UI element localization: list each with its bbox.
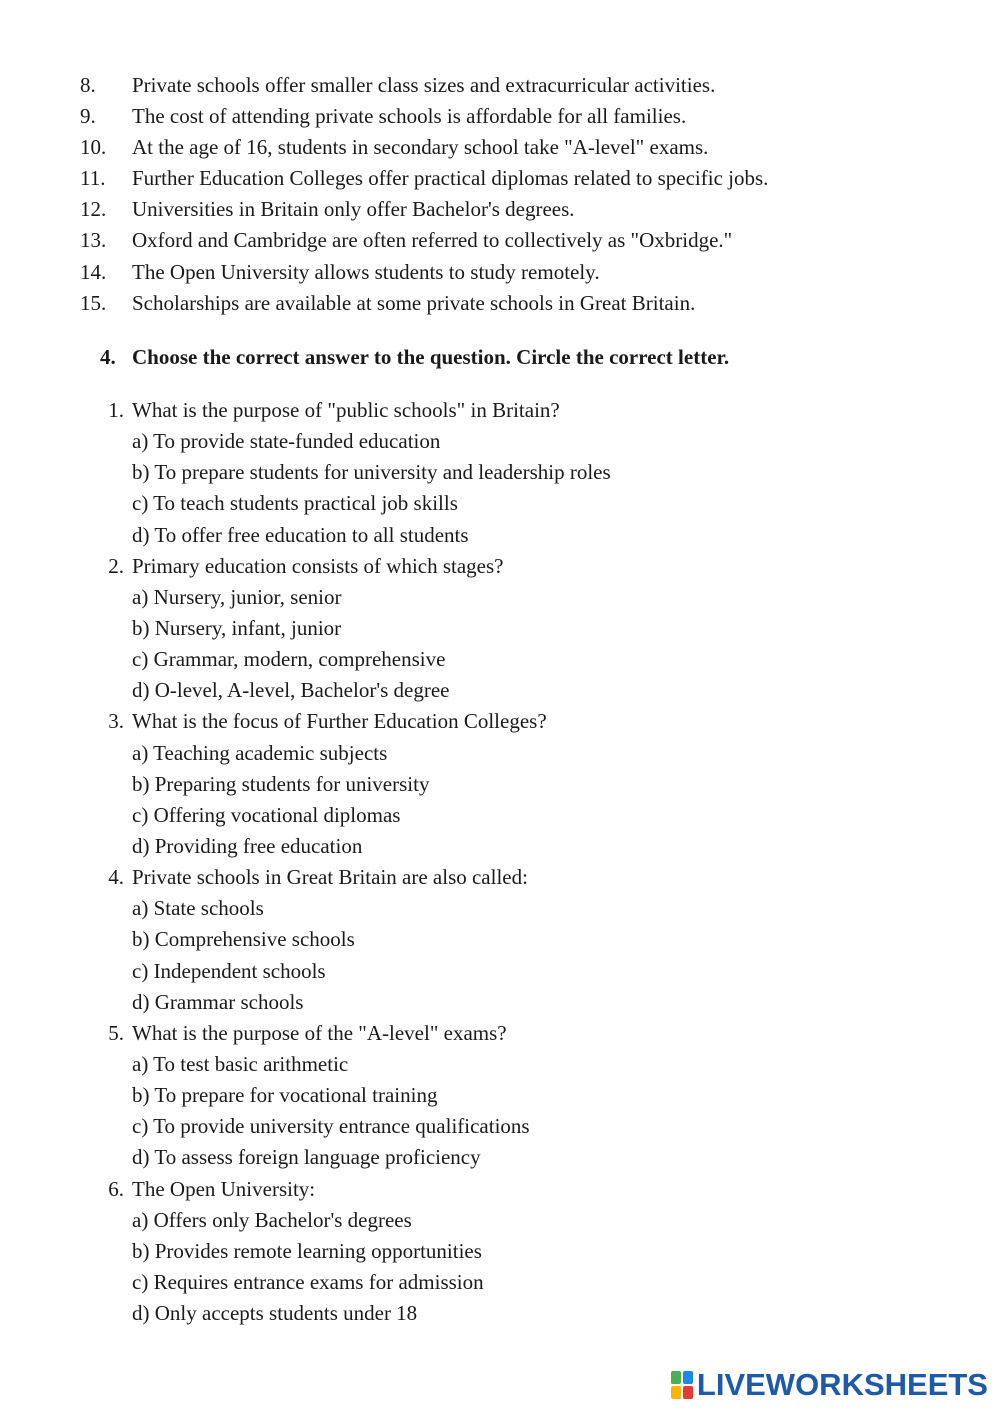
answer-option-text: b) To prepare for vocational training <box>132 1083 438 1108</box>
question-block <box>0 862 1000 1018</box>
answer-option[interactable] <box>0 1142 1000 1173</box>
question-text: What is the focus of Further Education Colleges? <box>132 709 547 734</box>
statement-number: 10. <box>80 135 107 160</box>
answer-option[interactable] <box>0 1267 1000 1298</box>
statement-text: Scholarships are available at some private schools in Great Britain. <box>132 290 696 315</box>
answer-option-text: b) Provides remote learning opportunities <box>132 1238 482 1263</box>
question-text: What is the purpose of "public schools" in Britain? <box>132 398 560 422</box>
statement-text: Private schools offer smaller class sizes and extracurricular activities. <box>132 73 716 97</box>
liveworksheets-logo <box>671 1368 988 1402</box>
statement-text: Oxford and Cambridge are often referred to collectively as "Oxbridge." <box>132 228 733 253</box>
question-row <box>0 1174 1000 1205</box>
answer-option[interactable] <box>0 893 1000 924</box>
answer-option-text: c) Offering vocational diplomas <box>132 802 401 827</box>
section-number: 4. <box>100 345 116 369</box>
question-block <box>0 706 1000 862</box>
statement-text: At the age of 16, students in secondary school take "A-level" exams. <box>132 135 709 160</box>
answer-option-text: a) State schools <box>132 896 264 921</box>
true-false-list <box>0 70 1000 319</box>
question-row <box>0 862 1000 893</box>
statement-item <box>0 101 1000 132</box>
answer-option-text: b) Preparing students for university <box>132 771 430 796</box>
answer-option[interactable] <box>0 426 1000 457</box>
answer-option[interactable] <box>0 644 1000 675</box>
statement-item <box>0 70 1000 101</box>
question-text: The Open University: <box>132 1176 316 1201</box>
answer-option-text: b) Nursery, infant, junior <box>132 615 342 640</box>
logo-text: LIVEWORKSHEETS <box>696 1367 988 1402</box>
question-block <box>0 551 1000 707</box>
answer-option[interactable] <box>0 457 1000 488</box>
answer-option-text: c) To provide university entrance qualifications <box>132 1114 530 1139</box>
statement-item <box>0 194 1000 225</box>
answer-option-text: a) To provide state-funded education <box>132 429 441 454</box>
answer-option-text: c) Requires entrance exams for admission <box>132 1269 484 1294</box>
answer-option[interactable] <box>0 582 1000 613</box>
answer-option[interactable] <box>0 1049 1000 1080</box>
question-number: 5. <box>108 1020 124 1045</box>
answer-option-text: d) To offer free education to all students <box>132 522 469 547</box>
question-text: Primary education consists of which stages? <box>132 553 504 578</box>
answer-option[interactable] <box>0 769 1000 800</box>
answer-option-text: d) O-level, A-level, Bachelor's degree <box>132 678 450 703</box>
answer-option-text: d) Only accepts students under 18 <box>132 1301 418 1326</box>
answer-option-text: c) To teach students practical job skills <box>132 491 458 516</box>
question-number: 6. <box>108 1176 124 1201</box>
answer-option[interactable] <box>0 987 1000 1018</box>
statement-number: 14. <box>80 259 107 284</box>
statement-item <box>0 288 1000 319</box>
answer-option-text: b) To prepare students for university and leadership roles <box>132 460 611 485</box>
question-number: 4. <box>108 865 124 890</box>
statement-number: 15. <box>80 290 107 315</box>
answer-option[interactable] <box>0 520 1000 551</box>
answer-option-text: c) Independent schools <box>132 958 326 983</box>
statement-text: Universities in Britain only offer Bachelor's degrees. <box>132 197 575 222</box>
answer-option[interactable] <box>0 738 1000 769</box>
answer-option-text: c) Grammar, modern, comprehensive <box>132 647 446 672</box>
answer-option[interactable] <box>0 1080 1000 1111</box>
statement-number: 12. <box>80 197 107 222</box>
question-block <box>0 1018 1000 1174</box>
statement-number: 8. <box>80 73 96 97</box>
answer-option[interactable] <box>0 1205 1000 1236</box>
answer-option[interactable] <box>0 675 1000 706</box>
answer-option-text: a) Teaching academic subjects <box>132 740 388 765</box>
section-heading <box>100 342 729 373</box>
statement-text: Further Education Colleges offer practical diplomas related to specific jobs. <box>132 166 769 191</box>
statement-item <box>0 257 1000 288</box>
question-row <box>0 1018 1000 1049</box>
answer-option[interactable] <box>0 1298 1000 1329</box>
statement-number: 11. <box>80 166 106 191</box>
answer-option[interactable] <box>0 831 1000 862</box>
multiple-choice-list <box>0 395 1000 1329</box>
answer-option[interactable] <box>0 1111 1000 1142</box>
answer-option[interactable] <box>0 1236 1000 1267</box>
answer-option-text: a) Offers only Bachelor's degrees <box>132 1207 412 1232</box>
question-row <box>0 706 1000 737</box>
statement-number: 13. <box>80 228 107 253</box>
question-number: 2. <box>108 553 124 578</box>
answer-option[interactable] <box>0 488 1000 519</box>
question-text: Private schools in Great Britain are also called: <box>132 865 528 890</box>
question-row <box>0 551 1000 582</box>
statement-text: The cost of attending private schools is affordable for all families. <box>132 104 687 129</box>
question-block <box>0 1174 1000 1330</box>
section-instruction: Choose the correct answer to the question. Circle the correct letter. <box>132 345 730 369</box>
question-number: 3. <box>108 709 124 734</box>
question-block <box>0 395 1000 551</box>
answer-option-text: d) To assess foreign language proficiency <box>132 1145 481 1170</box>
question-row <box>0 395 1000 426</box>
answer-option[interactable] <box>0 613 1000 644</box>
statement-item <box>0 225 1000 256</box>
logo-mark-icon <box>671 1371 693 1399</box>
answer-option[interactable] <box>0 924 1000 955</box>
answer-option[interactable] <box>0 800 1000 831</box>
answer-option-text: d) Grammar schools <box>132 989 304 1014</box>
answer-option-text: b) Comprehensive schools <box>132 927 355 952</box>
answer-option-text: a) To test basic arithmetic <box>132 1051 349 1076</box>
answer-option-text: a) Nursery, junior, senior <box>132 584 342 609</box>
statement-number: 9. <box>80 104 96 129</box>
question-number: 1. <box>108 398 124 422</box>
statement-text: The Open University allows students to study remotely. <box>132 259 600 284</box>
statement-item <box>0 132 1000 163</box>
question-text: What is the purpose of the "A-level" exams? <box>132 1020 507 1045</box>
statement-item <box>0 163 1000 194</box>
answer-option[interactable] <box>0 956 1000 987</box>
answer-option-text: d) Providing free education <box>132 833 363 858</box>
